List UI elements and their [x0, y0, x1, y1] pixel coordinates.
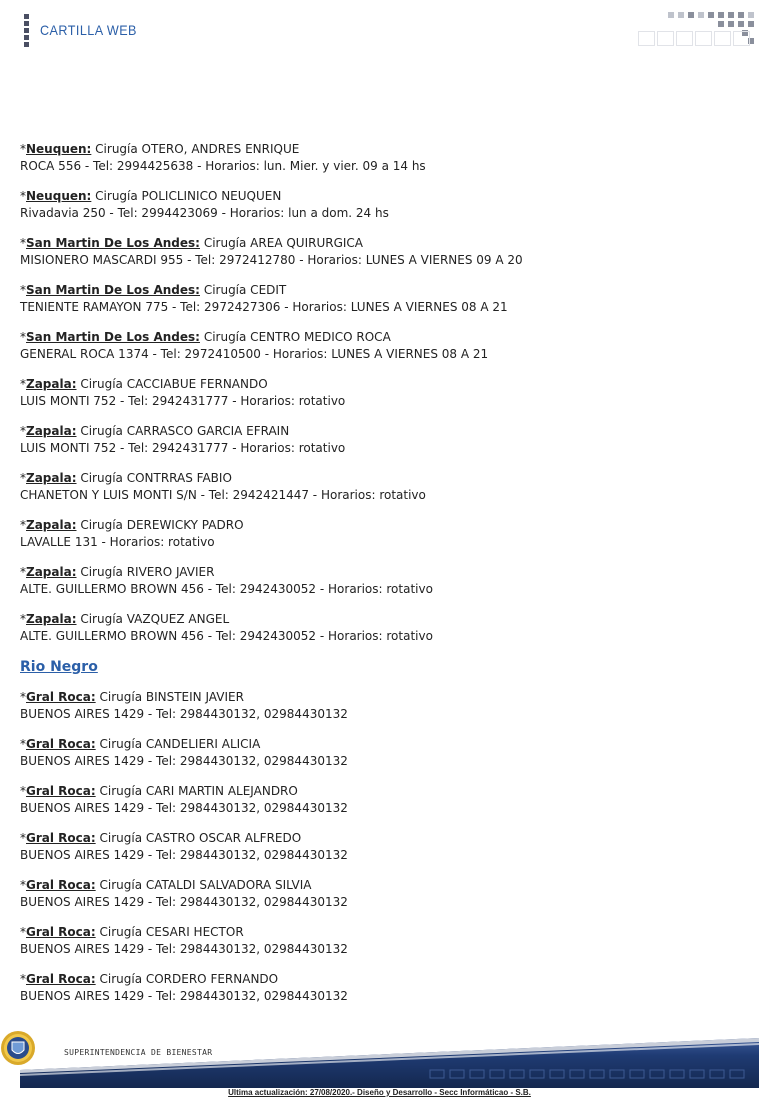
rio-negro-list: [20, 689, 740, 1005]
provider-details: LUIS MONTI 752 - Tel: 2942431777 - Horarios: rotativo: [20, 441, 346, 455]
provider-details: BUENOS AIRES 1429 - Tel: 2984430132, 02984430132: [20, 942, 348, 956]
provider-entry: [20, 282, 740, 316]
provider-name: Cirugía CENTRO MEDICO ROCA: [203, 330, 391, 344]
provider-name: Cirugía CASTRO OSCAR ALFREDO: [99, 831, 302, 845]
org-name: SUPERINTENDENCIA DE BIENESTAR: [64, 1048, 213, 1057]
provider-details: Rivadavia 250 - Tel: 2994423069 - Horarios: lun a dom. 24 hs: [20, 206, 389, 220]
provider-entry: [20, 376, 740, 410]
provider-line: *Gral Roca: Cirugía CATALDI SALVADORA SILVIA: [20, 878, 312, 892]
provider-line: *Gral Roca: Cirugía BINSTEIN JAVIER: [20, 690, 244, 704]
city-label: San Martin De Los Andes:: [26, 236, 200, 250]
city-label: Gral Roca:: [26, 925, 96, 939]
provider-entry: [20, 783, 740, 817]
provider-line: *Gral Roca: Cirugía CORDERO FERNANDO: [20, 972, 279, 986]
provider-name: Cirugía CEDIT: [203, 283, 287, 297]
provider-details: BUENOS AIRES 1429 - Tel: 2984430132, 02984430132: [20, 989, 348, 1003]
neuquen-list: [20, 141, 740, 645]
provider-entry: [20, 564, 740, 598]
provider-entry: [20, 736, 740, 770]
provider-entry: [20, 877, 740, 911]
page-header: [0, 0, 759, 60]
provider-name: Cirugía VAZQUEZ ANGEL: [80, 612, 230, 626]
city-label: Zapala:: [26, 377, 77, 391]
provider-entry: [20, 329, 740, 363]
provider-details: ALTE. GUILLERMO BROWN 456 - Tel: 2942430052 - Horarios: rotativo: [20, 582, 433, 596]
provider-details: TENIENTE RAMAYON 775 - Tel: 2972427306 - Horarios: LUNES A VIERNES 08 A 21: [20, 300, 508, 314]
provider-line: *Gral Roca: Cirugía CARI MARTIN ALEJANDRO: [20, 784, 298, 798]
provider-line: *Zapala: Cirugía RIVERO JAVIER: [20, 565, 215, 579]
provider-name: Cirugía CARI MARTIN ALEJANDRO: [99, 784, 298, 798]
city-label: Zapala:: [26, 424, 77, 438]
provider-line: *Gral Roca: Cirugía CASTRO OSCAR ALFREDO: [20, 831, 302, 845]
provider-details: GENERAL ROCA 1374 - Tel: 2972410500 - Horarios: LUNES A VIERNES 08 A 21: [20, 347, 489, 361]
provider-name: Cirugía RIVERO JAVIER: [80, 565, 215, 579]
provider-name: Cirugía CORDERO FERNANDO: [99, 972, 279, 986]
city-label: Gral Roca:: [26, 690, 96, 704]
provider-details: LAVALLE 131 - Horarios: rotativo: [20, 535, 215, 549]
city-label: Gral Roca:: [26, 737, 96, 751]
provider-name: Cirugía DEREWICKY PADRO: [80, 518, 244, 532]
provider-name: Cirugía CANDELIERI ALICIA: [99, 737, 261, 751]
provider-line: *San Martin De Los Andes: Cirugía CENTRO MEDICO ROCA: [20, 330, 391, 344]
city-label: San Martin De Los Andes:: [26, 283, 200, 297]
provider-line: *Neuquen: Cirugía POLICLINICO NEUQUEN: [20, 189, 282, 203]
provider-line: *Zapala: Cirugía VAZQUEZ ANGEL: [20, 612, 230, 626]
section-title-rio-negro: Rio Negro: [20, 659, 98, 675]
provider-line: *Neuquen: Cirugía OTERO, ANDRES ENRIQUE: [20, 142, 300, 156]
provider-details: BUENOS AIRES 1429 - Tel: 2984430132, 02984430132: [20, 895, 348, 909]
city-label: Neuquen:: [26, 142, 92, 156]
provider-name: Cirugía CONTRRAS FABIO: [80, 471, 232, 485]
provider-line: *Gral Roca: Cirugía CANDELIERI ALICIA: [20, 737, 261, 751]
provider-entry: [20, 235, 740, 269]
provider-name: Cirugía OTERO, ANDRES ENRIQUE: [95, 142, 300, 156]
provider-line: *Zapala: Cirugía CARRASCO GARCIA EFRAIN: [20, 424, 290, 438]
provider-line: *Zapala: Cirugía CONTRRAS FABIO: [20, 471, 232, 485]
footer-band-graphic: [0, 1030, 759, 1088]
provider-details: ALTE. GUILLERMO BROWN 456 - Tel: 2942430052 - Horarios: rotativo: [20, 629, 433, 643]
provider-name: Cirugía POLICLINICO NEUQUEN: [95, 189, 282, 203]
city-label: Zapala:: [26, 518, 77, 532]
city-label: Gral Roca:: [26, 972, 96, 986]
provider-line: *Zapala: Cirugía CACCIABUE FERNANDO: [20, 377, 268, 391]
provider-details: ROCA 556 - Tel: 2994425638 - Horarios: lun. Mier. y vier. 09 a 14 hs: [20, 159, 426, 173]
provider-entry: [20, 830, 740, 864]
provider-details: BUENOS AIRES 1429 - Tel: 2984430132, 02984430132: [20, 707, 348, 721]
provider-entry: [20, 611, 740, 645]
provider-line: *Gral Roca: Cirugía CESARI HECTOR: [20, 925, 244, 939]
provider-entry: [20, 141, 740, 175]
provider-name: Cirugía CACCIABUE FERNANDO: [80, 377, 268, 391]
city-label: Gral Roca:: [26, 878, 96, 892]
listing-content: [20, 141, 740, 1018]
provider-details: BUENOS AIRES 1429 - Tel: 2984430132, 02984430132: [20, 848, 348, 862]
header-grid-decoration-icon: [638, 12, 756, 46]
page-title: CARTILLA WEB: [40, 22, 137, 38]
provider-line: *San Martin De Los Andes: Cirugía CEDIT: [20, 283, 287, 297]
provider-name: Cirugía AREA QUIRURGICA: [203, 236, 363, 250]
provider-entry: [20, 423, 740, 457]
provider-line: *San Martin De Los Andes: Cirugía AREA QUIRURGICA: [20, 236, 363, 250]
provider-line: *Zapala: Cirugía DEREWICKY PADRO: [20, 518, 244, 532]
provider-name: Cirugía CESARI HECTOR: [99, 925, 244, 939]
provider-details: LUIS MONTI 752 - Tel: 2942431777 - Horarios: rotativo: [20, 394, 346, 408]
city-label: Gral Roca:: [26, 784, 96, 798]
provider-entry: [20, 470, 740, 504]
provider-entry: [20, 517, 740, 551]
city-label: San Martin De Los Andes:: [26, 330, 200, 344]
provider-name: Cirugía CATALDI SALVADORA SILVIA: [99, 878, 312, 892]
provider-name: Cirugía CARRASCO GARCIA EFRAIN: [80, 424, 290, 438]
institution-seal-icon: [0, 1030, 36, 1066]
provider-details: CHANETON Y LUIS MONTI S/N - Tel: 2942421447 - Horarios: rotativo: [20, 488, 426, 502]
city-label: Gral Roca:: [26, 831, 96, 845]
provider-name: Cirugía BINSTEIN JAVIER: [99, 690, 244, 704]
last-update-line: Ultima actualización: 27/08/2020.- Diseño y Desarrollo - Secc Informáticao - S.B.: [228, 1088, 531, 1097]
provider-entry: [20, 188, 740, 222]
city-label: Neuquen:: [26, 189, 92, 203]
header-bar-icon: [24, 14, 29, 48]
provider-details: MISIONERO MASCARDI 955 - Tel: 2972412780 - Horarios: LUNES A VIERNES 09 A 20: [20, 253, 523, 267]
provider-details: BUENOS AIRES 1429 - Tel: 2984430132, 02984430132: [20, 801, 348, 815]
provider-entry: [20, 924, 740, 958]
city-label: Zapala:: [26, 471, 77, 485]
provider-entry: [20, 971, 740, 1005]
city-label: Zapala:: [26, 565, 77, 579]
city-label: Zapala:: [26, 612, 77, 626]
provider-details: BUENOS AIRES 1429 - Tel: 2984430132, 02984430132: [20, 754, 348, 768]
page-footer: [0, 1030, 759, 1101]
provider-entry: [20, 689, 740, 723]
